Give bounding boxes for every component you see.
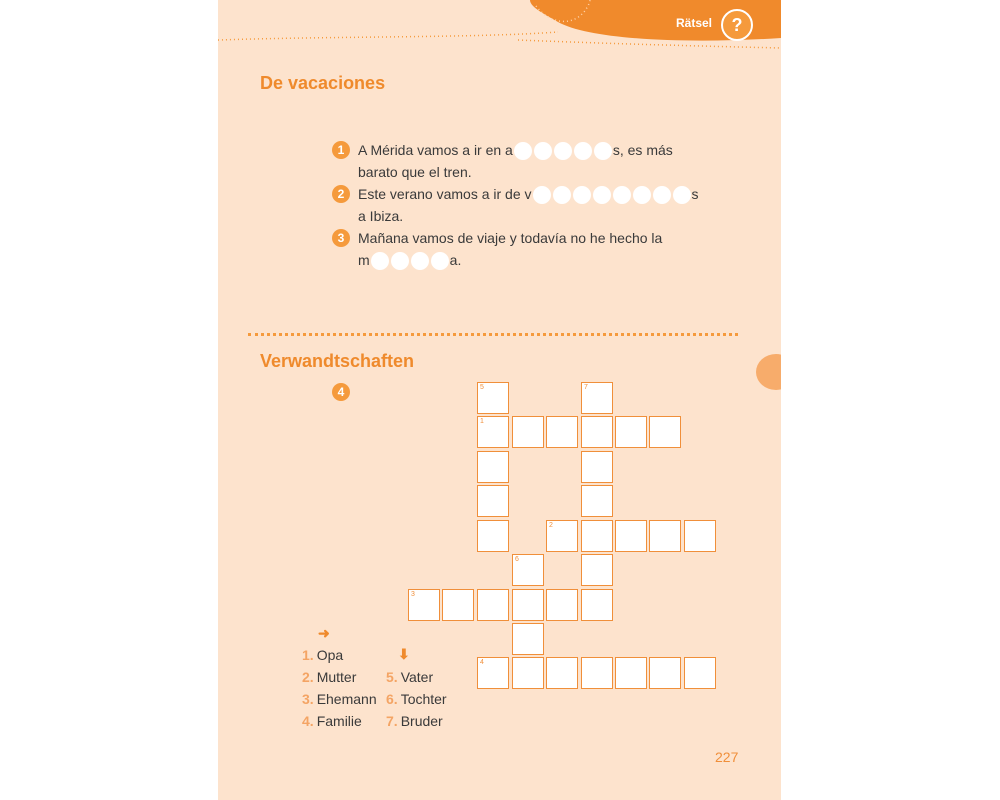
crossword-cell[interactable] — [477, 485, 509, 517]
crossword-cell[interactable] — [512, 416, 544, 448]
sentence-text: A Mérida vamos a ir en a — [358, 142, 513, 158]
page-number: 227 — [715, 749, 739, 765]
clue-number: 4 — [480, 659, 484, 666]
crossword-cell[interactable] — [615, 657, 647, 689]
section-divider — [248, 333, 738, 336]
letter-blank[interactable] — [553, 186, 571, 204]
crossword-cell[interactable] — [581, 451, 613, 483]
sentence-text: Este verano vamos a ir de v — [358, 186, 532, 202]
sentence-line — [358, 250, 461, 270]
sentence-text: Mañana vamos de viaje y todavía no he hecho la — [358, 230, 663, 246]
side-tab — [756, 354, 781, 390]
letter-blank[interactable] — [673, 186, 691, 204]
crossword-cell[interactable] — [512, 657, 544, 689]
crossword-cell[interactable] — [512, 589, 544, 621]
crossword-cell[interactable] — [581, 657, 613, 689]
clue-number: 5 — [480, 384, 484, 391]
crossword-cell[interactable] — [512, 554, 544, 586]
exercise-number: 2 — [332, 185, 350, 203]
clue-across: 3. Ehemann — [302, 691, 377, 707]
crossword-cell[interactable] — [477, 416, 509, 448]
exercise-number: 3 — [332, 229, 350, 247]
clue-down: 7. Bruder — [386, 713, 443, 729]
crossword-cell[interactable] — [546, 657, 578, 689]
crossword-cell[interactable] — [581, 589, 613, 621]
clue-down: 5. Vater — [386, 669, 434, 685]
clue-across: 4. Familie — [302, 713, 362, 729]
sentence-text: m — [358, 252, 370, 268]
crossword-cell[interactable] — [649, 657, 681, 689]
letter-blank[interactable] — [431, 252, 449, 270]
crossword-cell[interactable] — [477, 520, 509, 552]
exercise-number: 4 — [332, 383, 350, 401]
letter-blank[interactable] — [613, 186, 631, 204]
letter-blank[interactable] — [653, 186, 671, 204]
crossword-cell[interactable] — [581, 554, 613, 586]
arrow-down-icon: ⬇ — [398, 646, 410, 662]
sentence-line — [358, 140, 673, 160]
crossword-cell[interactable] — [477, 382, 509, 414]
section-title: De vacaciones — [260, 73, 386, 93]
exercise-number: 1 — [332, 141, 350, 159]
clue-number: 3 — [411, 591, 415, 598]
letter-blank[interactable] — [514, 142, 532, 160]
crossword-cell[interactable] — [477, 657, 509, 689]
clue-number: 2 — [549, 522, 553, 529]
letter-blank[interactable] — [391, 252, 409, 270]
letter-blank[interactable] — [633, 186, 651, 204]
crossword-cell[interactable] — [546, 520, 578, 552]
crossword-cell[interactable] — [684, 657, 716, 689]
workbook-page — [218, 0, 781, 800]
clue-number: 6 — [515, 556, 519, 563]
crossword-cell[interactable] — [649, 416, 681, 448]
letter-blank[interactable] — [593, 186, 611, 204]
crossword-cell[interactable] — [581, 416, 613, 448]
crossword-cell[interactable] — [477, 451, 509, 483]
header-decoration — [218, 0, 781, 60]
crossword-cell[interactable] — [512, 623, 544, 655]
letter-blank[interactable] — [371, 252, 389, 270]
crossword-cell[interactable] — [649, 520, 681, 552]
sentence-text: a. — [449, 252, 462, 268]
section-title: Verwandtschaften — [260, 351, 415, 371]
clue-number: 1 — [480, 418, 484, 425]
letter-blank[interactable] — [411, 252, 429, 270]
question-icon: ? — [721, 9, 753, 41]
header-tab-label: Rätsel — [676, 16, 713, 30]
sentence-text: a Ibiza. — [358, 208, 404, 224]
crossword-cell[interactable] — [581, 382, 613, 414]
letter-blank[interactable] — [554, 142, 572, 160]
sentence-text: s — [691, 186, 699, 202]
crossword-cell[interactable] — [615, 416, 647, 448]
crossword-cell[interactable] — [615, 520, 647, 552]
letter-blank[interactable] — [594, 142, 612, 160]
clue-across: 1. Opa — [302, 647, 344, 663]
clue-across: 2. Mutter — [302, 669, 357, 685]
crossword-cell[interactable] — [477, 589, 509, 621]
crossword-cell[interactable] — [408, 589, 440, 621]
clue-down: 6. Tochter — [386, 691, 447, 707]
sentence-line — [358, 184, 699, 204]
crossword-cell[interactable] — [581, 520, 613, 552]
crossword-cell[interactable] — [684, 520, 716, 552]
letter-blank[interactable] — [533, 186, 551, 204]
crossword-cell[interactable] — [546, 589, 578, 621]
letter-blank[interactable] — [574, 142, 592, 160]
crossword-cell[interactable] — [546, 416, 578, 448]
arrow-right-icon: ➜ — [318, 625, 330, 641]
crossword-cell[interactable] — [581, 485, 613, 517]
sentence-text: s, es más — [612, 142, 673, 158]
letter-blank[interactable] — [573, 186, 591, 204]
crossword-cell[interactable] — [442, 589, 474, 621]
letter-blank[interactable] — [534, 142, 552, 160]
clue-number: 7 — [584, 384, 588, 391]
sentence-text: barato que el tren. — [358, 164, 472, 180]
